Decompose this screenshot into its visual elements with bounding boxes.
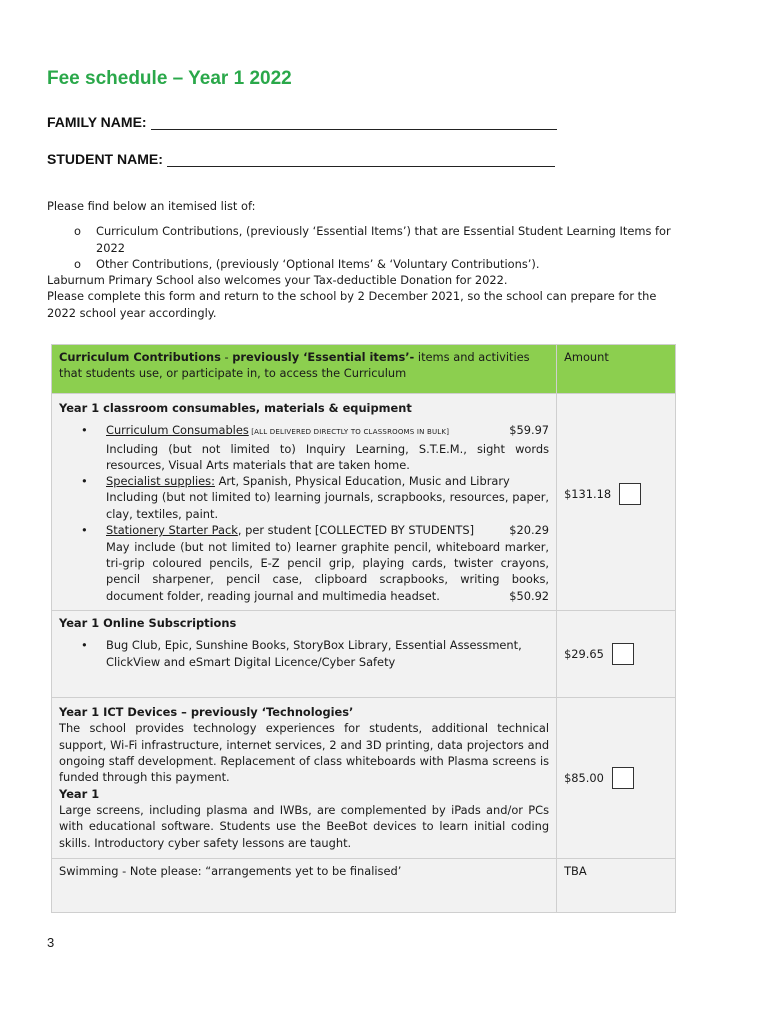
page-number: 3 bbox=[47, 935, 55, 950]
list-item: • Curriculum Consumables [ALL DELIVERED DIRECTLY TO CLASSROOMS IN BULK] $59.97 Including (but not limited to) Inquiry Learning, S.T.E.M., sight words resources, Visual Arts materials that are taken home. bbox=[81, 423, 550, 472]
page-title: Fee schedule – Year 1 2022 bbox=[47, 68, 292, 89]
list-item: • Stationery Starter Pack, per student [COLLECTED BY STUDENTS] May include (but not limited to) learner graphite pencil, whiteboard marker, tri-grip coloured pencils, E-Z pencil grip, playing cards, twister crayons, pencil sharpener, pencil case, clipboard scrapbooks, writing books, document folder, reading journal and multimedia headset. $50.92 bbox=[81, 523, 550, 603]
family-name-field bbox=[47, 114, 557, 130]
header-description-cell: Curriculum Contributions - previously ‘Essential items’- items and activities that students use, or participate in, to access the Curriculum bbox=[52, 345, 557, 394]
table-header-row bbox=[52, 345, 676, 394]
list-item: • Specialist supplies: Art, Spanish, Physical Education, Music and Library Including (but not limited to) learning journals, scrapbooks, resources, paper, clay, textiles, paint. $20.29 bbox=[81, 474, 550, 538]
student-name-input-line[interactable] bbox=[167, 152, 555, 167]
consumables-amount-cell bbox=[557, 394, 676, 611]
table-row bbox=[52, 611, 676, 698]
ict-checkbox[interactable] bbox=[612, 767, 634, 789]
row-heading: Year 1 classroom consumables, materials & equipment bbox=[59, 401, 412, 415]
amount-value: $29.65 bbox=[564, 647, 604, 661]
table-row bbox=[52, 859, 676, 913]
header-amount-cell: Amount bbox=[557, 345, 676, 394]
family-name-input-line[interactable] bbox=[151, 115, 557, 130]
bullet-icon: • bbox=[81, 523, 88, 538]
family-name-label: FAMILY NAME: bbox=[47, 114, 147, 130]
swimming-amount-cell: TBA bbox=[557, 859, 676, 913]
swimming-description: Swimming - Note please: “arrangements yet to be finalised’ bbox=[52, 859, 557, 913]
donation-text: Laburnum Primary School also welcomes your Tax-deductible Donation for 2022. bbox=[47, 273, 508, 288]
intro-section bbox=[47, 198, 687, 321]
row-heading: Year 1 Online Subscriptions bbox=[59, 616, 237, 631]
fee-table bbox=[51, 344, 676, 913]
consumables-list bbox=[59, 422, 549, 604]
online-checkbox[interactable] bbox=[612, 643, 634, 665]
return-instruction: Please complete this form and return to the school by 2 December 2021, so the school can prepare for the 2022 school year accordingly. bbox=[47, 289, 657, 320]
row-heading: Year 1 ICT Devices – previously ‘Technologies’ bbox=[59, 705, 354, 720]
table-row bbox=[52, 698, 676, 859]
table-row bbox=[52, 394, 676, 611]
bullet-o-icon: o bbox=[74, 224, 81, 239]
student-name-field bbox=[47, 151, 555, 167]
online-description bbox=[52, 611, 557, 698]
amount-value: $131.18 bbox=[564, 486, 612, 501]
bullet-icon: • bbox=[81, 474, 88, 489]
bullet-icon: • bbox=[81, 638, 88, 653]
bullet-icon: • bbox=[81, 423, 88, 438]
intro-lead: Please find below an itemised list of: bbox=[47, 199, 256, 213]
student-name-label: STUDENT NAME: bbox=[47, 151, 163, 167]
amount-value: $85.00 bbox=[564, 771, 604, 785]
list-item: • Bug Club, Epic, Sunshine Books, StoryBox Library, Essential Assessment, ClickView and eSmart Digital Licence/Cyber Safety bbox=[81, 638, 522, 669]
consumables-checkbox[interactable] bbox=[619, 483, 641, 505]
intro-option-item: o Curriculum Contributions, (previously ‘Essential Items’) that are Essential Student Learning Items for 2022 bbox=[74, 224, 671, 255]
ict-amount-cell bbox=[557, 698, 676, 859]
intro-option-item: o Other Contributions, (previously ‘Optional Items’ & ‘Voluntary Contributions’). bbox=[74, 256, 540, 271]
bullet-o-icon: o bbox=[74, 256, 81, 271]
consumables-description bbox=[52, 394, 557, 611]
online-list bbox=[59, 637, 549, 670]
online-amount-cell bbox=[557, 611, 676, 698]
ict-description: Year 1 ICT Devices – previously ‘Technologies’ The school provides technology experiences for students, additional technical support, Wi-Fi infrastructure, internet services, 2 and 3D printing, data projectors and ongoing staff development. Replacement of class whiteboards with Plasma screens is funded through this payment. Year 1 Large screens, including plasma and IWBs, are complemented by iPads and/or PCs with educational software. Students use the BeeBot devices to learn initial coding skills. Introductory cyber safety lessons are taught. bbox=[52, 698, 557, 859]
